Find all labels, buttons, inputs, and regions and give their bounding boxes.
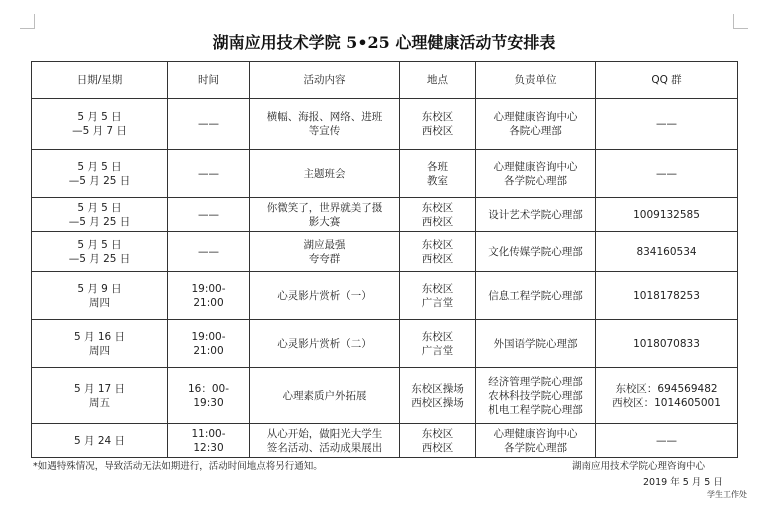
cell-location: 东校区 西校区 bbox=[400, 424, 476, 458]
cell-time: —— bbox=[168, 99, 250, 150]
cell-qq: —— bbox=[596, 424, 738, 458]
cell-date: 5 月 5 日 —5 月 25 日 bbox=[32, 198, 168, 232]
cell-time: —— bbox=[168, 198, 250, 232]
header-date: 日期/星期 bbox=[32, 62, 168, 99]
cell-date: 5 月 5 日 —5 月 7 日 bbox=[32, 99, 168, 150]
cell-date: 5 月 5 日 —5 月 25 日 bbox=[32, 232, 168, 272]
cell-date: 5 月 16 日 周四 bbox=[32, 320, 168, 368]
cell-location: 东校区 西校区 bbox=[400, 99, 476, 150]
cell-unit: 经济管理学院心理部 农林科技学院心理部 机电工程学院心理部 bbox=[476, 368, 596, 424]
cell-qq: —— bbox=[596, 99, 738, 150]
cell-qq: 834160534 bbox=[596, 232, 738, 272]
cell-unit: 信息工程学院心理部 bbox=[476, 272, 596, 320]
cell-unit: 文化传媒学院心理部 bbox=[476, 232, 596, 272]
cell-activity: 心理素质户外拓展 bbox=[250, 368, 400, 424]
cell-time: 19:00- 21:00 bbox=[168, 320, 250, 368]
cell-location: 东校区 广言堂 bbox=[400, 272, 476, 320]
cell-activity: 心灵影片赏析（二） bbox=[250, 320, 400, 368]
issuing-organization: 湖南应用技术学院心理咨询中心 bbox=[572, 461, 706, 472]
cell-date: 5 月 24 日 bbox=[32, 424, 168, 458]
table-row bbox=[32, 198, 738, 232]
table-row bbox=[32, 150, 738, 198]
cell-activity: 你微笑了，世界就美了摄 影大赛 bbox=[250, 198, 400, 232]
cell-qq: 1018070833 bbox=[596, 320, 738, 368]
cell-activity: 从心开始，做阳光大学生 签名活动、活动成果展出 bbox=[250, 424, 400, 458]
cell-time: 19:00- 21:00 bbox=[168, 272, 250, 320]
table-row bbox=[32, 368, 738, 424]
table-row bbox=[32, 272, 738, 320]
issue-date: 2019 年 5 月 5 日 bbox=[643, 477, 723, 488]
footnote: *如遇特殊情况，导致活动无法如期进行，活动时间地点将另行通知。 bbox=[33, 461, 323, 472]
cell-activity: 主题班会 bbox=[250, 150, 400, 198]
header-location: 地点 bbox=[400, 62, 476, 99]
table-row bbox=[32, 424, 738, 458]
cell-location: 东校区操场 西校区操场 bbox=[400, 368, 476, 424]
cell-date: 5 月 17 日 周五 bbox=[32, 368, 168, 424]
cell-location: 各班 教室 bbox=[400, 150, 476, 198]
cell-location: 东校区 广言堂 bbox=[400, 320, 476, 368]
header-time: 时间 bbox=[168, 62, 250, 99]
table-row bbox=[32, 320, 738, 368]
cell-date: 5 月 5 日 —5 月 25 日 bbox=[32, 150, 168, 198]
cell-unit: 心理健康咨询中心 各学院心理部 bbox=[476, 424, 596, 458]
cell-qq: 东校区：694569482 西校区：1014605001 bbox=[596, 368, 738, 424]
cell-location: 东校区 西校区 bbox=[400, 198, 476, 232]
cell-unit: 心理健康咨询中心 各院心理部 bbox=[476, 99, 596, 150]
cell-date: 5 月 9 日 周四 bbox=[32, 272, 168, 320]
schedule-table bbox=[31, 61, 738, 458]
cell-qq: 1018178253 bbox=[596, 272, 738, 320]
cell-unit: 外国语学院心理部 bbox=[476, 320, 596, 368]
header-unit: 负责单位 bbox=[476, 62, 596, 99]
page-title: 湖南应用技术学院 5•25 心理健康活动节安排表 bbox=[212, 33, 556, 52]
cell-activity: 心灵影片赏析（一） bbox=[250, 272, 400, 320]
page-corner-mark-top-left bbox=[20, 14, 35, 29]
cell-activity: 湖应最强 夸夸群 bbox=[250, 232, 400, 272]
cell-unit: 心理健康咨询中心 各学院心理部 bbox=[476, 150, 596, 198]
office-name: 学生工作处 bbox=[707, 490, 747, 499]
table-header-row bbox=[32, 62, 738, 99]
cell-time: —— bbox=[168, 150, 250, 198]
header-activity: 活动内容 bbox=[250, 62, 400, 99]
header-qq: QQ 群 bbox=[596, 62, 738, 99]
cell-qq: 1009132585 bbox=[596, 198, 738, 232]
cell-time: 11:00- 12:30 bbox=[168, 424, 250, 458]
cell-activity: 横幅、海报、网络、进班 等宣传 bbox=[250, 99, 400, 150]
cell-location: 东校区 西校区 bbox=[400, 232, 476, 272]
page-corner-mark-top-right bbox=[733, 14, 748, 29]
table-row bbox=[32, 99, 738, 150]
cell-time: —— bbox=[168, 232, 250, 272]
cell-qq: —— bbox=[596, 150, 738, 198]
table-row bbox=[32, 232, 738, 272]
cell-unit: 设计艺术学院心理部 bbox=[476, 198, 596, 232]
cell-time: 16：00- 19:30 bbox=[168, 368, 250, 424]
